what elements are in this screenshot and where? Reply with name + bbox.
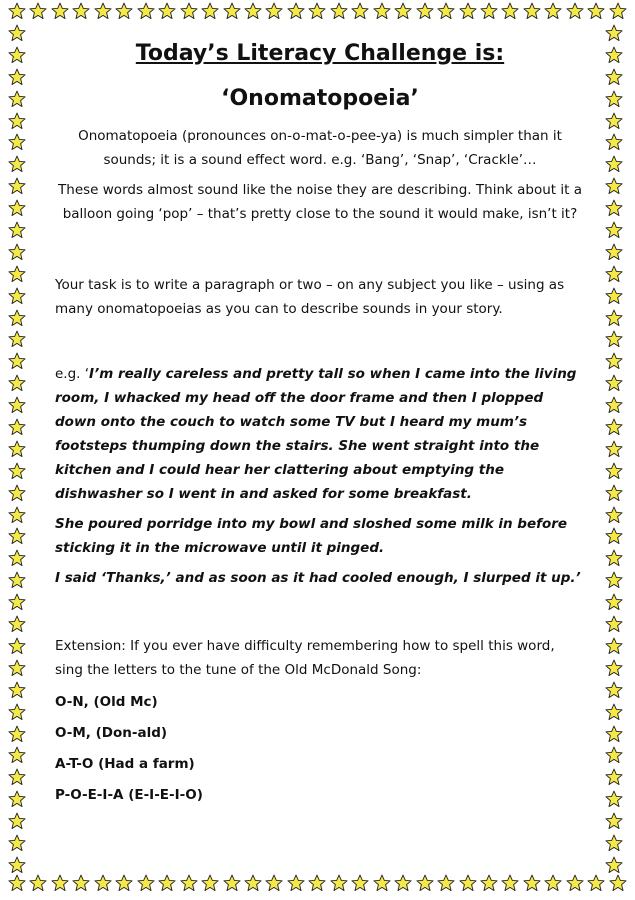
song-line: A-T-O (Had a farm) <box>55 756 195 772</box>
extension-paragraph: Extension: If you ever have difficulty remembering how to spell this word, sing the letters to the tune of the Old McDonald Song: <box>55 638 555 678</box>
star-icon <box>394 874 412 892</box>
star-icon <box>244 2 262 20</box>
star-icon <box>330 874 348 892</box>
star-icon <box>605 24 623 42</box>
star-icon <box>223 874 241 892</box>
star-icon <box>115 2 133 20</box>
star-icon <box>8 746 26 764</box>
star-icon <box>8 549 26 567</box>
star-icon <box>523 2 541 20</box>
star-icon <box>605 221 623 239</box>
intro-paragraph-1: Onomatopoeia (pronounces on-o-mat-o-pee-ya) is much simpler than it sounds; it is a sound effect word. e.g. ‘Bang’, ‘Snap’, ‘Crackle’… <box>78 128 562 168</box>
star-icon <box>8 681 26 699</box>
star-icon <box>587 874 605 892</box>
task-paragraph: Your task is to write a paragraph or two – on any subject you like – using as many onomatopoeias as you can to describe sounds in your story. <box>55 277 565 317</box>
star-icon <box>8 768 26 786</box>
star-icon <box>605 396 623 414</box>
star-icon <box>8 834 26 852</box>
star-icon <box>605 309 623 327</box>
star-icon <box>605 615 623 633</box>
example-prefix: e.g. ‘ <box>55 366 90 382</box>
star-icon <box>605 133 623 151</box>
star-icon <box>8 396 26 414</box>
star-icon <box>8 133 26 151</box>
star-icon <box>605 856 623 874</box>
star-icon <box>8 874 26 892</box>
star-icon <box>8 374 26 392</box>
star-icon <box>605 352 623 370</box>
star-icon <box>8 615 26 633</box>
star-icon <box>8 2 26 20</box>
star-icon <box>351 2 369 20</box>
star-icon <box>137 874 155 892</box>
star-icon <box>72 874 90 892</box>
star-icon <box>8 199 26 217</box>
star-icon <box>29 2 47 20</box>
star-icon <box>605 374 623 392</box>
star-icon <box>8 790 26 808</box>
star-icon <box>605 265 623 283</box>
star-icon <box>351 874 369 892</box>
star-icon <box>437 874 455 892</box>
star-border-top <box>8 2 627 24</box>
star-icon <box>223 2 241 20</box>
star-icon <box>8 484 26 502</box>
star-icon <box>137 2 155 20</box>
star-icon <box>8 571 26 589</box>
star-icon <box>373 874 391 892</box>
star-icon <box>8 46 26 64</box>
star-icon <box>501 2 519 20</box>
star-icon <box>180 2 198 20</box>
star-icon <box>8 462 26 480</box>
star-icon <box>605 418 623 436</box>
star-icon <box>8 659 26 677</box>
star-icon <box>605 746 623 764</box>
star-icon <box>8 418 26 436</box>
song-line: O-M, (Don-ald) <box>55 725 168 741</box>
star-icon <box>480 2 498 20</box>
star-icon <box>587 2 605 20</box>
star-icon <box>265 2 283 20</box>
intro-paragraph-2: These words almost sound like the noise they are describing. Think about it a balloon going ‘pop’ – that’s pretty close to the sound it would make, isn’t it? <box>58 182 582 222</box>
star-icon <box>605 440 623 458</box>
star-icon <box>605 112 623 130</box>
star-icon <box>8 856 26 874</box>
star-icon <box>8 155 26 173</box>
star-icon <box>158 2 176 20</box>
star-icon <box>8 68 26 86</box>
song-line: O-N, (Old Mc) <box>55 694 158 710</box>
star-icon <box>180 874 198 892</box>
example-text-1: I’m really careless and pretty tall so when I came into the living room, I whacked my head off the door frame and then I plopped down onto the couch to watch some TV but I heard my mum’s footsteps thumping down the stairs. She went straight into the kitchen and I could hear her clattering about emptying the dishwasher so I went in and asked for some breakfast. <box>55 366 577 502</box>
star-icon <box>523 874 541 892</box>
star-icon <box>8 177 26 195</box>
star-icon <box>8 703 26 721</box>
star-icon <box>480 874 498 892</box>
star-icon <box>605 155 623 173</box>
star-icon <box>544 874 562 892</box>
star-icon <box>566 874 584 892</box>
star-icon <box>8 265 26 283</box>
star-icon <box>566 2 584 20</box>
star-icon <box>8 812 26 830</box>
star-icon <box>605 549 623 567</box>
star-icon <box>94 2 112 20</box>
star-icon <box>605 243 623 261</box>
star-icon <box>501 874 519 892</box>
star-icon <box>8 593 26 611</box>
star-icon <box>605 506 623 524</box>
star-icon <box>8 287 26 305</box>
star-icon <box>115 874 133 892</box>
star-icon <box>265 874 283 892</box>
star-icon <box>605 637 623 655</box>
star-icon <box>8 506 26 524</box>
page-title: Today’s Literacy Challenge is: <box>135 41 505 66</box>
star-icon <box>8 243 26 261</box>
star-icon <box>308 874 326 892</box>
star-icon <box>605 199 623 217</box>
star-icon <box>605 527 623 545</box>
song-line: P-O-E-I-A (E-I-E-I-O) <box>55 787 203 803</box>
star-icon <box>605 593 623 611</box>
star-icon <box>308 2 326 20</box>
star-icon <box>605 768 623 786</box>
star-icon <box>416 874 434 892</box>
star-icon <box>459 2 477 20</box>
star-icon <box>605 68 623 86</box>
star-icon <box>605 790 623 808</box>
star-icon <box>605 812 623 830</box>
star-icon <box>287 2 305 20</box>
star-icon <box>605 287 623 305</box>
star-icon <box>544 2 562 20</box>
star-icon <box>8 309 26 327</box>
star-icon <box>72 2 90 20</box>
star-icon <box>8 221 26 239</box>
star-icon <box>287 874 305 892</box>
topic-title: ‘Onomatopoeia’ <box>221 86 419 111</box>
star-icon <box>437 2 455 20</box>
star-icon <box>8 24 26 42</box>
star-icon <box>605 484 623 502</box>
example-paragraph-2: She poured porridge into my bowl and sloshed some milk in before sticking it in the microwave until it pinged. <box>55 516 568 556</box>
star-icon <box>605 571 623 589</box>
star-icon <box>201 874 219 892</box>
star-icon <box>394 2 412 20</box>
star-icon <box>605 725 623 743</box>
star-icon <box>201 2 219 20</box>
star-icon <box>8 637 26 655</box>
star-icon <box>605 659 623 677</box>
star-icon <box>605 703 623 721</box>
star-icon <box>8 90 26 108</box>
star-icon <box>158 874 176 892</box>
star-icon <box>609 874 627 892</box>
example-paragraph-1 <box>55 362 585 506</box>
star-icon <box>609 2 627 20</box>
star-icon <box>330 2 348 20</box>
star-icon <box>8 527 26 545</box>
star-icon <box>8 440 26 458</box>
star-border-bottom <box>8 874 627 896</box>
example-paragraph-3: I said ‘Thanks,’ and as soon as it had cooled enough, I slurped it up.’ <box>55 570 581 586</box>
star-icon <box>605 681 623 699</box>
star-border-right <box>605 24 627 874</box>
star-icon <box>8 330 26 348</box>
star-border-left <box>8 24 30 874</box>
star-icon <box>416 2 434 20</box>
star-icon <box>605 330 623 348</box>
star-icon <box>244 874 262 892</box>
worksheet-content <box>55 38 585 807</box>
star-icon <box>605 462 623 480</box>
star-icon <box>605 90 623 108</box>
star-icon <box>51 2 69 20</box>
star-icon <box>94 874 112 892</box>
star-icon <box>605 177 623 195</box>
star-icon <box>459 874 477 892</box>
star-icon <box>29 874 47 892</box>
star-icon <box>373 2 391 20</box>
star-icon <box>8 112 26 130</box>
star-icon <box>51 874 69 892</box>
star-icon <box>8 725 26 743</box>
star-icon <box>605 834 623 852</box>
star-icon <box>8 352 26 370</box>
star-icon <box>605 46 623 64</box>
